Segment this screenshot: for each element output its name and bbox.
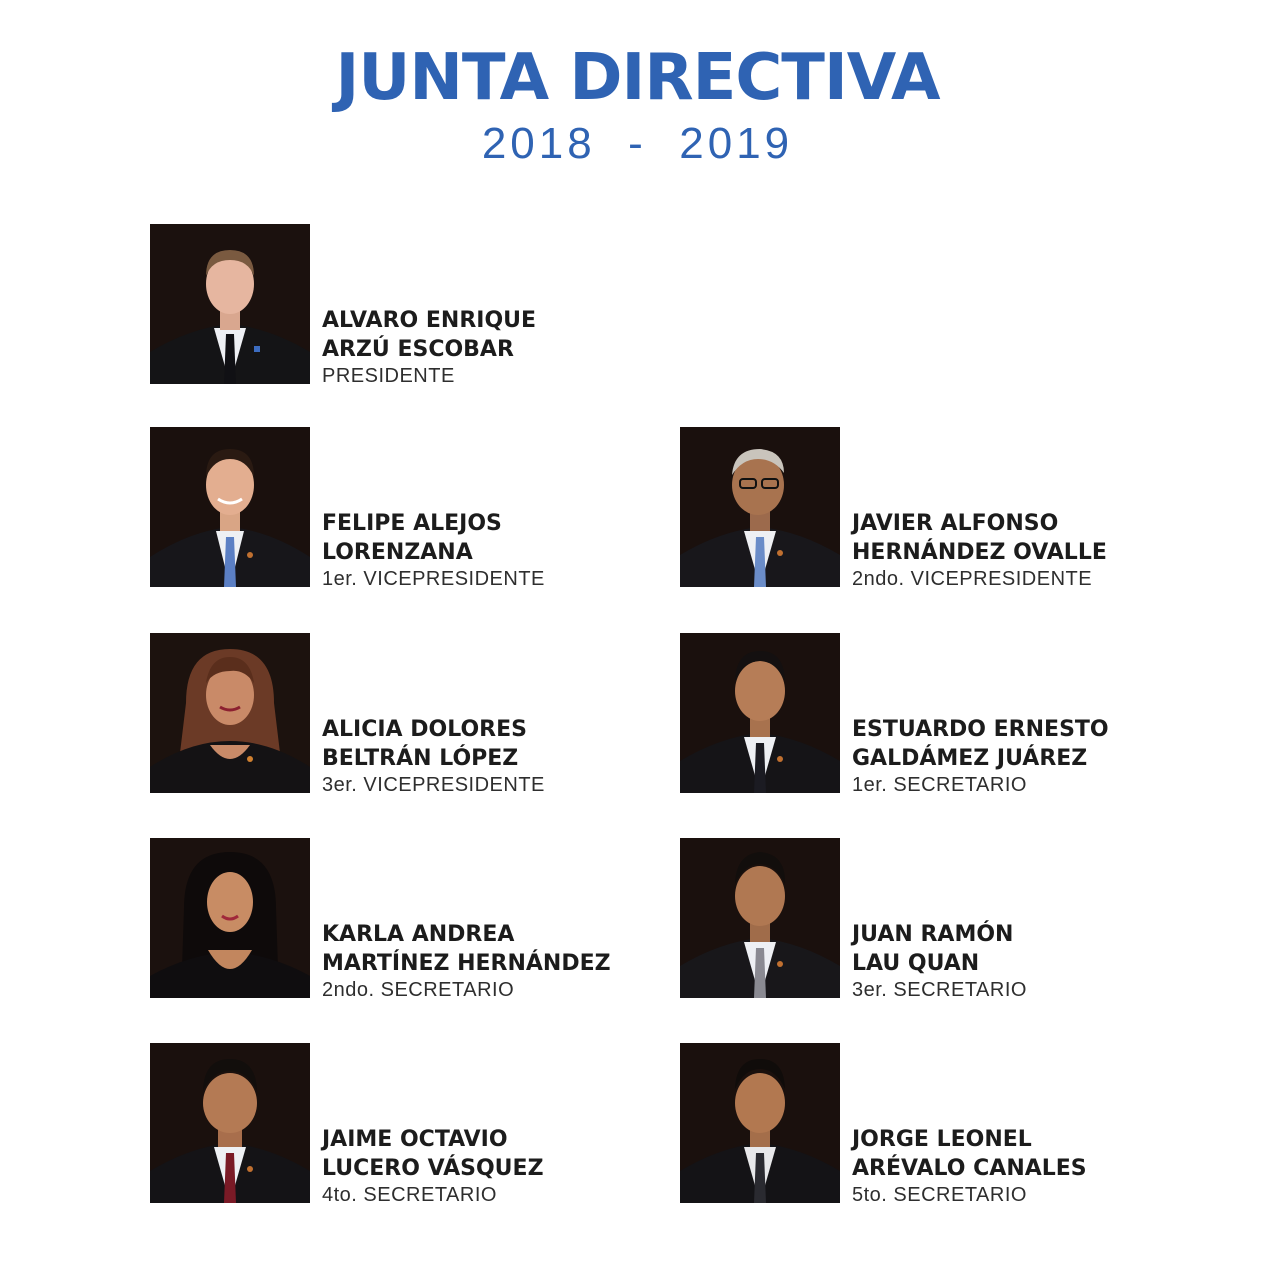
- member-card-3er-vicepresidente: [150, 633, 650, 796]
- member-name-line2: HERNÁNDEZ OVALLE: [852, 540, 1107, 565]
- member-card-4to-secretario: [150, 1043, 650, 1206]
- member-name-line2: BELTRÁN LÓPEZ: [322, 746, 519, 771]
- member-card-2ndo-vicepresidente: [680, 427, 1180, 590]
- member-photo: [150, 427, 310, 587]
- member-photo: [150, 838, 310, 998]
- member-role: 3er. SECRETARIO: [852, 979, 1027, 1001]
- member-role: PRESIDENTE: [322, 365, 455, 387]
- page-title: JUNTA DIRECTIVA: [335, 41, 940, 115]
- member-card-2ndo-secretario: [150, 838, 650, 1001]
- member-card-3er-secretario: [680, 838, 1180, 1001]
- member-name-line2: LAU QUAN: [852, 951, 980, 976]
- member-role: 2ndo. VICEPRESIDENTE: [852, 568, 1093, 590]
- member-photo: [150, 224, 310, 384]
- member-name-line2: GALDÁMEZ JUÁREZ: [852, 746, 1088, 771]
- member-name-line1: FELIPE ALEJOS: [322, 511, 502, 536]
- member-name-line1: ALICIA DOLORES: [322, 717, 527, 742]
- member-card-1er-vicepresidente: [150, 427, 650, 590]
- member-name-line1: JUAN RAMÓN: [852, 922, 1014, 947]
- member-photo: [150, 1043, 310, 1203]
- member-name-line1: JAIME OCTAVIO: [322, 1127, 508, 1152]
- member-card-5to-secretario: [680, 1043, 1180, 1206]
- member-photo: [680, 1043, 840, 1203]
- period-subtitle: 2018 - 2019: [481, 119, 794, 168]
- member-card-presidente: [150, 224, 650, 387]
- member-name-line2: ARZÚ ESCOBAR: [322, 337, 514, 362]
- member-role: 5to. SECRETARIO: [852, 1184, 1027, 1206]
- member-name-line2: LORENZANA: [322, 540, 473, 565]
- member-photo: [680, 633, 840, 793]
- member-name-line1: ALVARO ENRIQUE: [322, 308, 537, 333]
- member-role: 3er. VICEPRESIDENTE: [322, 774, 545, 796]
- member-name-line2: ARÉVALO CANALES: [852, 1156, 1087, 1181]
- member-name-line2: MARTÍNEZ HERNÁNDEZ: [322, 951, 611, 976]
- member-photo: [150, 633, 310, 793]
- member-name-line1: KARLA ANDREA: [322, 922, 515, 947]
- member-role: 1er. SECRETARIO: [852, 774, 1027, 796]
- member-name-line1: JAVIER ALFONSO: [852, 511, 1059, 536]
- member-name-line2: LUCERO VÁSQUEZ: [322, 1156, 544, 1181]
- member-name-line1: ESTUARDO ERNESTO: [852, 717, 1109, 742]
- member-name-line1: JORGE LEONEL: [852, 1127, 1032, 1152]
- member-photo: [680, 427, 840, 587]
- member-role: 1er. VICEPRESIDENTE: [322, 568, 545, 590]
- member-photo: [680, 838, 840, 998]
- member-role: 4to. SECRETARIO: [322, 1184, 497, 1206]
- member-role: 2ndo. SECRETARIO: [322, 979, 515, 1001]
- member-card-1er-secretario: [680, 633, 1180, 796]
